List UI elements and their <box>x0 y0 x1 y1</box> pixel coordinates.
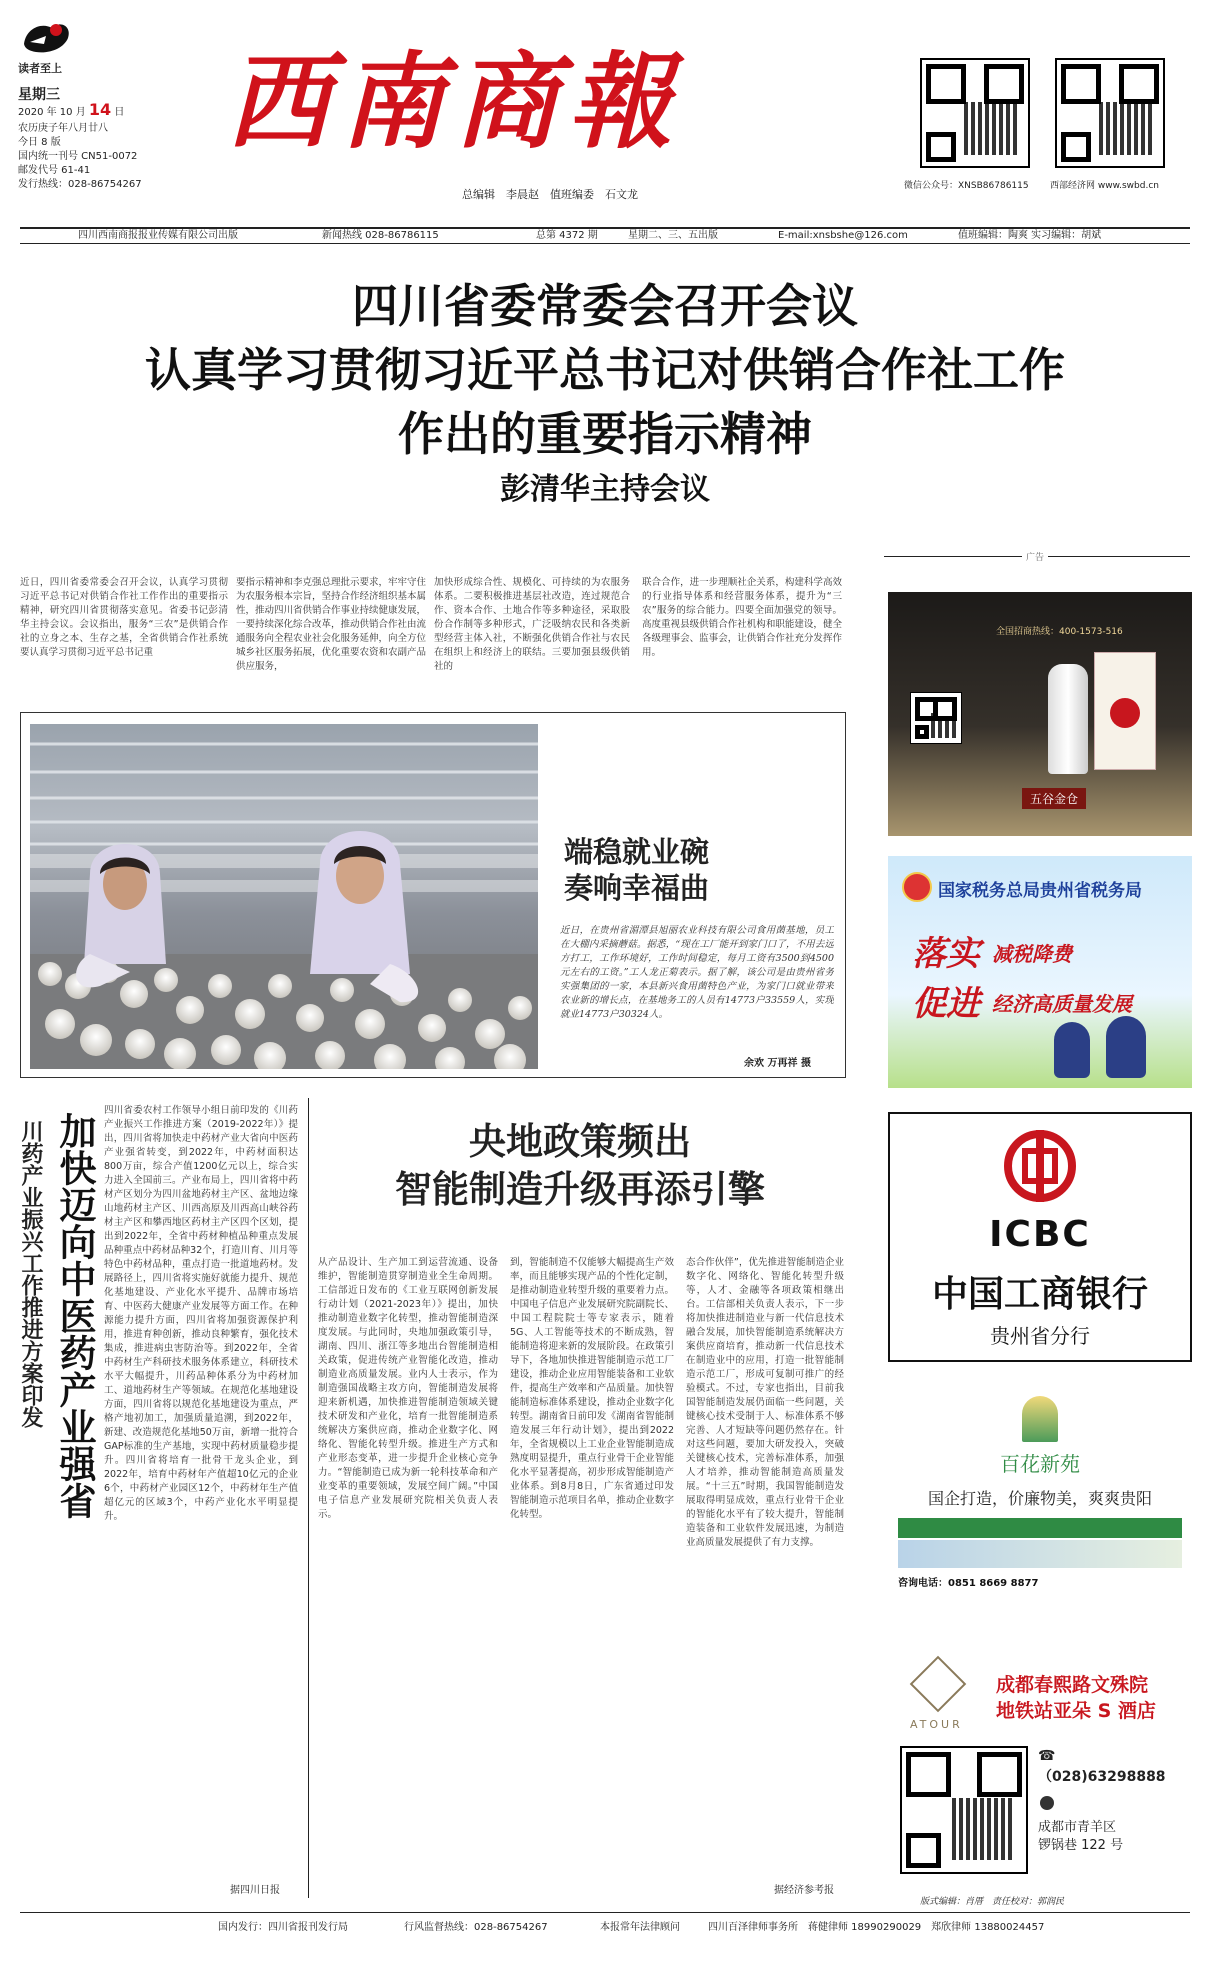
mushroom-photo <box>30 724 538 1069</box>
icbc-name-en: ICBC <box>989 1214 1091 1255</box>
icbc-name-cn: 中国工商银行 <box>931 1274 1148 1315</box>
info-email: E-mail:xnsbshe@126.com <box>778 230 908 241</box>
lead-headline-3: 作出的重要指示精神 <box>398 407 812 461</box>
ad-baihua-xinyuan <box>888 1382 1192 1622</box>
ad-tax-line2-b: 经济高质量发展 <box>992 992 1132 1016</box>
baihua-photo <box>898 1540 1182 1568</box>
center-headline-1: 央地政策频出 <box>469 1119 691 1163</box>
side-story-vertical-subtitle: 川药产业振兴工作推进方案印发 <box>18 1120 43 1428</box>
side-story-divider <box>308 1098 309 1898</box>
qr-code-website <box>1055 58 1165 168</box>
lead-column-4: 联合合作，进一步理顺社企关系，构建科学高效的行业指导体系和经营服务体系，提升为“三农”服务的综合能力。四要全面加强党的领导。高度重视县级供销合作社机构和职能建设，健全各级理事会、监事会，让供销合作社充分发挥作用。 <box>642 577 842 658</box>
ad-tax-bureau <box>888 856 1192 1088</box>
lead-headline-2: 认真学习贯彻习近平总书记对供销合作社工作 <box>145 343 1065 397</box>
ad-liquor-brand: 五谷金仓 <box>1022 788 1086 809</box>
qr-code-wechat <box>920 58 1030 168</box>
page-count: 今日 8 版 <box>18 137 61 148</box>
footer-legal-firm: 四川百泽律师事务所 蒋健律师 18990290029 郑欣律师 13880024457 <box>708 1922 1045 1933</box>
ad-liquor-bottle <box>1048 664 1088 774</box>
center-column-3: 态合作伙伴”，优先推进智能制造企业数字化、网络化、智能化转型升级等，人才、金融等各项政策相继出台。工信部相关负责人表示，下一步将加快推进制造业与新一代信息技术融合发展，加快智能制造系统解决方案供应商培育，推动新一代信息技术在制造业中的应用，打造一批智能制造示范工厂，形成可复制可推广的经验模式。不过，专家也指出，目前我国智能制造发展仍面临一些问题，关键核心技术受制于人、标准体系不够完善、人才短缺等问题仍然存在。针对这些问题，要加大研发投入，突破关键核心技术，完善标准体系，加强人才培养，推动智能制造高质量发展。“十三五”时期，我国智能制造发展取得明显成效，重点行业骨干企业的智能化水平有了较大提升，智能制造装备和工业软件发展迅速，为制造业高质量发展提供了有力支撑。 <box>686 1257 844 1548</box>
photo-title-2: 奏响幸福曲 <box>564 871 710 905</box>
lead-headline-1: 四川省委常委会召开会议 <box>352 279 858 333</box>
atour-phone: （028)63298888 <box>1038 1769 1166 1785</box>
footer-distribution: 国内发行：四川省报刊发行局 <box>218 1922 348 1933</box>
ad-liquor <box>888 592 1192 836</box>
atour-title-1: 成都春熙路文殊院 <box>996 1674 1149 1696</box>
info-schedule: 星期二、三、五出版 <box>628 230 718 241</box>
atour-logo-icon <box>910 1656 967 1713</box>
ad-tax-line2-a: 促进 <box>912 984 980 1024</box>
ad-liquor-box-emblem <box>1110 698 1140 728</box>
lunar-date: 农历庚子年八月廿八 <box>18 123 108 134</box>
ad-liquor-hotline: 全国招商热线：400-1573-516 <box>996 627 1123 637</box>
weekday: 星期三 <box>18 87 60 103</box>
info-news-hotline: 新闻热线 028-86786115 <box>322 230 439 241</box>
photo-credit: 余欢 万再祥 摄 <box>744 1058 811 1069</box>
cn-number: 国内统一刊号 CN51-0072 <box>18 151 138 162</box>
info-bar <box>20 227 1190 241</box>
footer-rule <box>20 1912 1190 1913</box>
icbc-logo-icon <box>1004 1130 1076 1202</box>
center-story-source: 据经济参考报 <box>774 1885 834 1896</box>
date-suffix: 日 <box>114 107 125 118</box>
logo-icon <box>16 14 76 62</box>
masthead: 西南商報 <box>226 40 683 163</box>
atour-address-1: 成都市青羊区 <box>1038 1820 1117 1835</box>
baihua-logo-icon <box>1022 1396 1058 1442</box>
atour-brand: ATOUR <box>910 1718 963 1731</box>
baihua-phone: 咨询电话：0851 8669 8877 <box>898 1578 1039 1589</box>
photo-caption: 近日，在贵州省湄潭县旭丽农业科技有限公司食用菌基地，员工在大棚内采摘蘑菇。据悉，“现在工厂能开到家门口了，不用去远方打工，工作环境好，工作时间稳定，每月工资有3500到4500元左右的工资。”工人龙正菊表示。据了解，该公司是由贵州省务实强集团的一家，本县新兴食用菌特色产业，为家门口就业带来农业新的增长点，在基地务工的人员有14773户33559人，实现就业14773户30324人。 <box>560 925 834 1020</box>
lead-column-2: 要指示精神和李克强总理批示要求，牢牢守住为农服务根本宗旨，坚持合作经济组织基本属性，推动四川省供销合作事业持续健康发展，一要持续深化综合改革，推动供销合作社由流通服务向全程农业社会化服务延伸，向全方位城乡社区服务拓展，优化重要农资和农副产品供应服务， <box>236 577 426 672</box>
qr-label-wechat: 微信公众号：XNSB86786115 <box>904 181 1029 191</box>
center-headline-2: 智能制造升级再添引擎 <box>395 1167 765 1211</box>
ad-tax-line1-b: 减税降费 <box>992 942 1072 966</box>
issue-date <box>18 100 125 120</box>
lead-subheadline: 彭清华主持会议 <box>500 472 710 507</box>
baihua-brand: 百花新苑 <box>1000 1452 1080 1476</box>
editor-chief: 总编辑 李晨赵 值班编委 石文龙 <box>462 188 638 201</box>
lead-column-1: 近日，四川省委常委会召开会议，认真学习贯彻习近平总书记对供销合作社工作作出的重要指示精神，研究四川省贯彻落实意见。省委书记彭清华主持会议。会议指出，服务“三农”是供销合作社的立身之本、生存之基，全省供销合作社系统要认真学习贯彻习近平总书记重 <box>20 577 228 658</box>
baihua-slogan: 国企打造，价廉物美，爽爽贵阳 <box>927 1489 1152 1508</box>
qr-label-website: 西部经济网 www.swbd.cn <box>1050 181 1159 191</box>
ad-liquor-qr <box>910 692 962 744</box>
ad-tax-emblem <box>902 872 932 902</box>
ad-tax-mascot-right <box>1106 1016 1146 1078</box>
page-credits: 版式编辑：肖厝 责任校对：郭润民 <box>920 1897 1065 1907</box>
ad-tax-mascot-left <box>1054 1022 1090 1078</box>
atour-title-2: 地铁站亚朵 S 酒店 <box>996 1700 1156 1722</box>
logo <box>16 14 76 62</box>
ad-label: 广告 <box>1022 550 1048 563</box>
atour-phone-icon: ☎ <box>1038 1748 1056 1764</box>
footer-legal-label: 本报常年法律顾问 <box>600 1922 680 1933</box>
lead-column-3: 加快形成综合性、规模化、可持续的为农服务体系。二要积极推进基层社改造，连过规范合作、资本合作、土地合作等多种途径，采取股份合作制等多种形式，广泛吸纳农民和各类新型经营主体入社，不断强化供销合作社与农民在组织上和经济上的联结。三要加强县级供销社的 <box>434 577 630 672</box>
side-story-vertical-title: 加快迈向中医药产业强省 <box>53 1112 96 1519</box>
hotline: 发行热线：028-86754267 <box>18 179 142 190</box>
photo-title-1: 端稳就业碗 <box>564 835 710 869</box>
atour-location-icon <box>1040 1796 1054 1810</box>
icbc-branch: 贵州省分行 <box>990 1324 1090 1348</box>
postal-code: 邮发代号 61-41 <box>18 165 91 176</box>
baihua-feature-strip <box>898 1518 1182 1538</box>
ad-tax-org: 国家税务总局贵州省税务局 <box>938 881 1142 901</box>
center-column-1: 从产品设计、生产加工到运营流通、设备维护，智能制造贯穿制造业全生命周期。工信部近日发布的《工业互联网创新发展行动计划（2021-2023年）》提出，加快推动制造业数字化转型，推动智能制造深度发展。与此同时，央地加强政策引导，湖南、四川、浙江等多地出台智能制造相关政策，促进传统产业智能化改造，推动制造业高质量发展。业内人士表示，作为制造强国战略主攻方向，智能制造发展将迎来新机遇，加快推进智能制造领域关键技术研发和产业化，培育一批智能制造系统解决方案供应商，推动企业数字化、网络化、智能化转型升级。推进生产方式和产业形态变革，进一步提升企业核心竞争力。“智能制造已成为新一轮科技革命和产业变革的重要领域，发展空间广阔。”中国电子信息产业发展研究院相关负责人表示。 <box>318 1257 498 1520</box>
logo-slogan: 读者至上 <box>18 62 62 75</box>
side-story-body: 四川省委农村工作领导小组日前印发的《川药产业振兴工作推进方案（2019-2022年）》提出，四川省将加快走中药材产业大省向中医药产业强省转变，到2022年，中药材面积达800万亩，综合产值1200亿元以上，综合实力进入全国前三。产业布局上，四川省将中药材产区划分为四川盆地药材主产区、盆地边缘山地药材主产区、川西高原及川西高山峡谷药材主产区和攀西地区药材主产区四个区划，提出到2022年，全省中药材种植品种重点发展品种重点中药材品种32个，打造川育、川月等特色中药材品种，重点打造一批道地药材。发展路径上，四川省将实施好就能力提升、规范化基地建设、产业化水平提升、品牌市场培育、中医药大健康产业发展等方面工作。在种源能力提升方面，四川省将加强资源保护利用，推进育种创新，推动良种繁育，强化技术集成，推进病虫害防治等。到2022年，全省中药材生产科研技术服务体系建立，科研技术水平大幅提升，川药品种体系分为中药材加工、道地药材生产等领域。在规范化基地建设方面，四川省将以规范化基地建设为重点，严格产地初加工，加强质量追溯，到2022年，新建、改造规范化基地50万亩，新增一批符合GAP标准的生产基地，实现中药材质量稳步提升。四川省将培育一批骨干龙头企业，到2022年，培育中药材年产值超10亿元的企业6个，中药材产业园区12个，中药材年生产值超亿元的区域3个，中药产业化水平明显提升。 <box>104 1105 298 1522</box>
date-prefix: 2020 年 10 月 <box>18 107 86 118</box>
info-duty: 值班编辑：陶爽 实习编辑：胡斌 <box>958 230 1102 241</box>
info-publisher: 四川西南商报报业传媒有限公司出版 <box>78 230 238 241</box>
atour-qr <box>900 1746 1028 1874</box>
date-day: 14 <box>88 100 112 119</box>
ad-icbc <box>888 1112 1192 1362</box>
info-bar-bottom-rule <box>20 243 1190 244</box>
atour-address-2: 锣锅巷 122 号 <box>1038 1838 1124 1853</box>
ad-atour-hotel <box>888 1640 1192 1886</box>
info-issue: 总第 4372 期 <box>536 230 598 241</box>
side-story-source: 据四川日报 <box>230 1885 280 1896</box>
center-column-2: 到，智能制造不仅能够大幅提高生产效率，而且能够实现产品的个性化定制，是推动制造业转型升级的重要着力点。中国电子信息产业发展研究院副院长、中国工程院院士等专家表示，随着5G、人工智能等技术的不断成熟，智能制造将迎来新的发展阶段。在政策引导下，各地加快推进智能制造示范工厂建设，推动企业应用智能装备和工业软件，提高生产效率和产品质量。加快智能制造标准体系建设，推动企业数字化转型。湖南省日前印发《湖南省智能制造发展三年行动计划》，提出到2022年，全省规模以上工业企业智能制造成熟度明显提升，重点行业骨干企业智能化水平显著提高，初步形成智能制造产业体系。到8月8日，广东省通过印发智能制造示范项目名单，推动企业数字化转型。 <box>510 1257 674 1520</box>
ad-tax-line1-a: 落实 <box>912 934 980 974</box>
footer-supervision: 行风监督热线：028-86754267 <box>404 1922 548 1933</box>
